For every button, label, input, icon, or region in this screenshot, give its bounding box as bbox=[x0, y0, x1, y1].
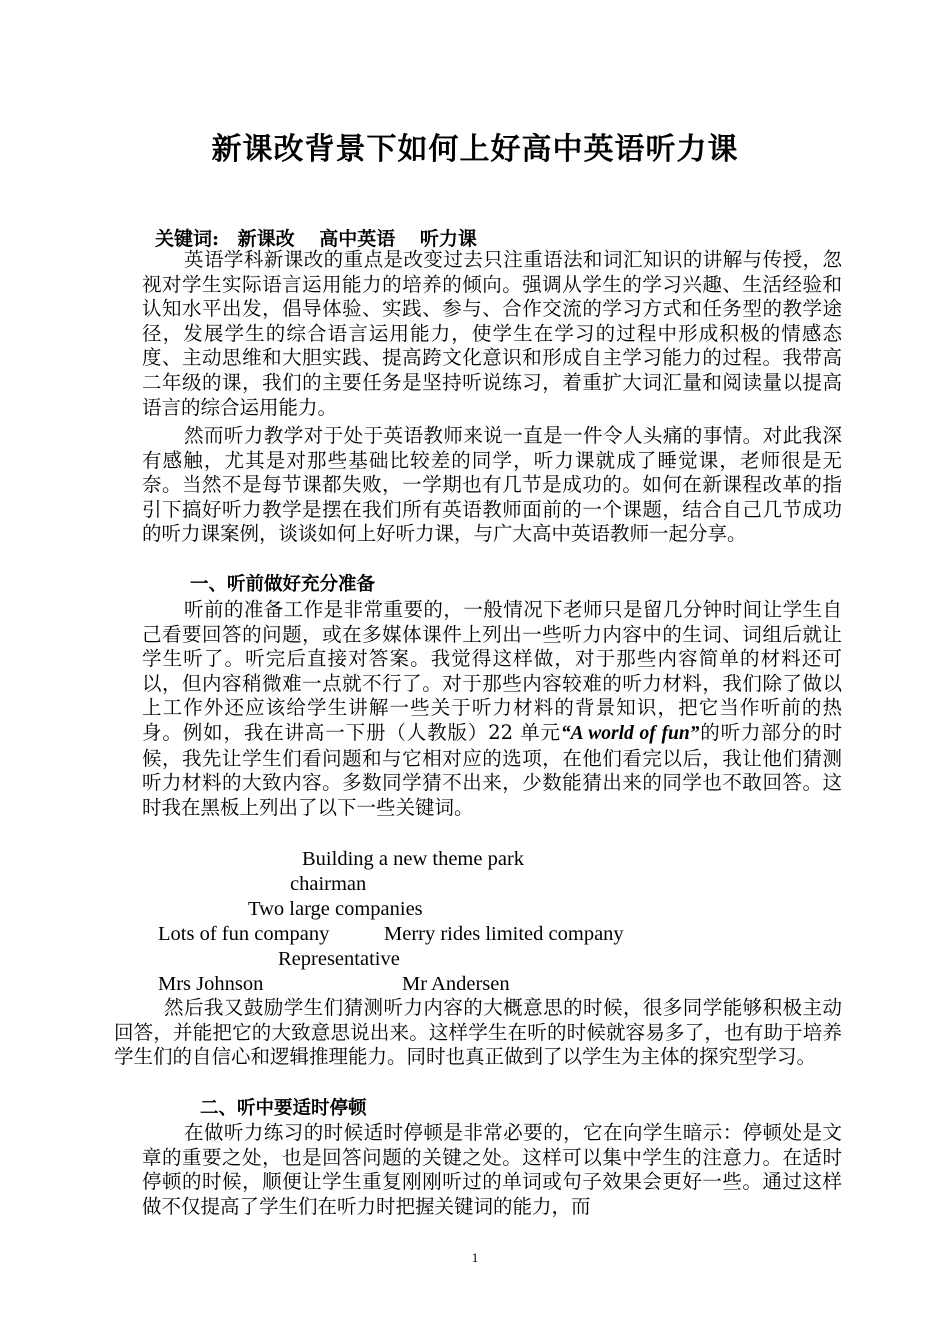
section-heading-2: 二、听中要适时停顿 bbox=[200, 1098, 367, 1119]
page-title: 新课改背景下如何上好高中英语听力课 bbox=[211, 132, 739, 167]
keyword-item: 高中英语 bbox=[319, 228, 396, 250]
paragraph-pre-listening bbox=[142, 598, 842, 820]
paragraph-guessing: 然后我又鼓励学生们猜测听力内容的大概意思的时候，很多同学能够积极主动回答，并能把它的大致意思说出来。这样学生在听的时候就容易多了，也有助于培养学生们的自信心和逻辑推理能力。同时也真正做到了以学生为主体的探究型学习。 bbox=[114, 996, 842, 1069]
paragraph-intro: 英语学科新课改的重点是改变过去只注重语法和词汇知识的讲解与传授，忽视对学生实际语言运用能力的培养的倾向。强调从学生的学习兴趣、生活经验和认知水平出发，倡导体验、实践、参与、合作交流的学习方式和任务型的教学途径，发展学生的综合语言运用能力，使学生在学习的过程中形成积极的情感态度、主动思维和大胆实践、提高跨文化意识和形成自主学习能力的过程。我带高二年级的课，我们的主要任务是坚持听说练习，着重扩大词汇量和阅读量以提高语言的综合运用能力。 bbox=[142, 248, 842, 419]
board-keyword: Building a new theme park bbox=[302, 848, 525, 870]
board-keyword: Merry rides limited company bbox=[384, 923, 624, 945]
board-keyword: Lots of fun company bbox=[158, 923, 330, 945]
keyword-item: 听力课 bbox=[419, 228, 477, 250]
keywords-label: 关键词: bbox=[155, 228, 220, 250]
paragraph-pausing: 在做听力练习的时候适时停顿是非常必要的，它在向学生暗示：停顿处是文章的重要之处，也是回答问题的关键之处。这样可以集中学生的注意力。在适时停顿的时候，顺便让学生重复刚刚听过的单词或句子效果会更好一些。通过这样做不仅提高了学生们在听力时把握关键词的能力，而 bbox=[142, 1121, 842, 1218]
board-keyword: Mr Andersen bbox=[402, 973, 510, 995]
keyword-item: 新课改 bbox=[237, 228, 295, 250]
section-heading-1: 一、听前做好充分准备 bbox=[190, 574, 376, 595]
board-keyword: Mrs Johnson bbox=[158, 973, 264, 995]
board-keyword: chairman bbox=[290, 873, 367, 895]
board-keyword: Two large companies bbox=[248, 898, 423, 920]
board-keyword: Representative bbox=[278, 948, 400, 970]
paragraph-text: 的听力部分的时候，我先让学生们看问题和与它相对应的选项，在他们看完以后，我让他们猜测听力材料的大致内容。多数同学猜不出来，少数能猜出来的同学也不敢回答。这时我在黑板上列出了以下一些关键词。 bbox=[142, 720, 842, 819]
page-number: 1 bbox=[471, 1250, 479, 1265]
unit-title: “A world of fun” bbox=[560, 722, 700, 744]
paragraph-text: 听前的准备工作是非常重要的，一般情况下老师只是留几分钟时间让学生自己看要回答的问题，或在多媒体课件上列出一些听力内容中的生词、词组后就让学生听了。听完后直接对答案。我觉得这样做，对于那些内容简单的材料还可以，但内容稍微难一点就不行了。对于那些内容较难的听力材料，我们除了做以上工作外还应该给学生讲解一些关于听力材料的背景知识，把它当作听前的热身。例如，我在讲高一下册（人教版）22 单元 bbox=[142, 598, 842, 744]
paragraph-problem: 然而听力教学对于处于英语教师来说一直是一件令人头痛的事情。对此我深有感触，尤其是对那些基础比较差的同学，听力课就成了睡觉课，老师很是无奈。当然不是每节课都失败，一学期也有几节是成功的。如何在新课程改革的指引下搞好听力教学是摆在我们所有英语教师面前的一个课题，结合自己几节成功的听力课案例，谈谈如何上好听力课，与广大高中英语教师一起分享。 bbox=[142, 424, 842, 546]
